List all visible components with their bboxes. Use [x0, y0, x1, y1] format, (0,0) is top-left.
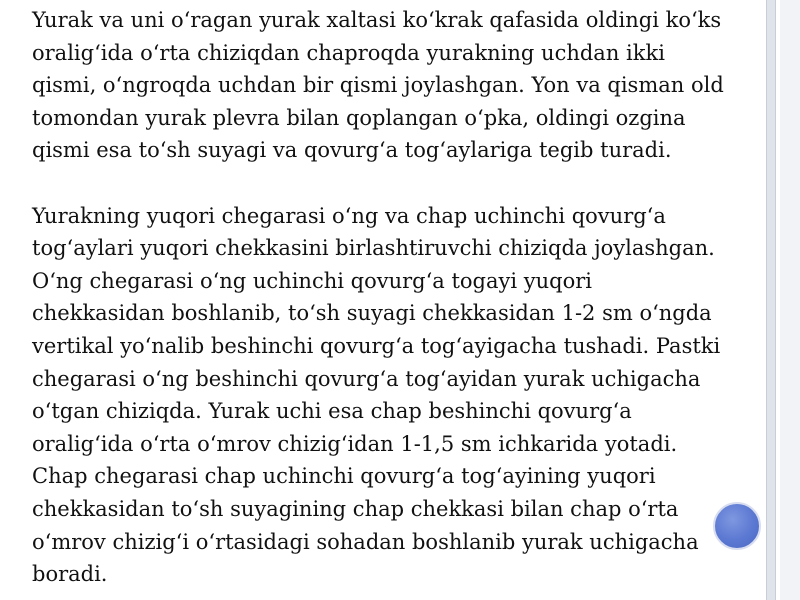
text-line: tog‘aylari yuqori chekkasini birlashtiruvchi chiziqda joylashgan. [32, 236, 715, 261]
paragraph-heart-borders [32, 200, 767, 591]
text-line: oralig‘ida o‘rta o‘mrov chizig‘idan 1-1,5 sm ichkarida yotadi. [32, 431, 678, 456]
text-line: chegarasi o‘ng beshinchi qovurg‘a tog‘ayidan yurak uchigacha [32, 366, 701, 391]
text-line: o‘tgan chiziqda. Yurak uchi esa chap beshinchi qovurg‘a [32, 399, 632, 424]
decorative-circle-icon [713, 502, 761, 550]
text-line: boradi. [32, 562, 108, 587]
text-line: Yurak va uni o‘ragan yurak xaltasi ko‘krak qafasida oldingi ko‘ks [32, 8, 722, 32]
text-line: O‘ng chegarasi o‘ng uchinchi qovurg‘a togayi yuqori [32, 268, 592, 293]
slide-right-margin [780, 0, 800, 600]
paragraph-gap [32, 167, 767, 200]
slide-body-text [32, 4, 767, 591]
text-line: vertikal yo‘nalib beshinchi qovurg‘a tog‘ayigacha tushadi. Pastki [32, 333, 721, 358]
text-line: o‘mrov chizig‘i o‘rtasidagi sohadan boshlanib yurak uchigacha [32, 529, 699, 554]
text-line: qismi, o‘ngroqda uchdan bir qismi joylashgan. Yon va qisman old [32, 73, 724, 98]
text-line: chekkasidan to‘sh suyagining chap chekkasi bilan chap o‘rta [32, 496, 679, 521]
text-line: qismi esa to‘sh suyagi va qovurg‘a tog‘aylariga tegib turadi. [32, 138, 672, 163]
text-line: Chap chegarasi chap uchinchi qovurg‘a tog‘ayining yuqori [32, 464, 656, 489]
text-line: Yurakning yuqori chegarasi o‘ng va chap uchinchi qovurg‘a [32, 203, 666, 228]
text-line: tomondan yurak plevra bilan qoplangan o‘pka, oldingi ozgina [32, 105, 686, 130]
text-line: chekkasidan boshlanib, to‘sh suyagi chekkasidan 1-2 sm o‘ngda [32, 301, 712, 326]
slide-right-border [766, 0, 776, 600]
text-line: oralig‘ida o‘rta chiziqdan chaproqda yurakning uchdan ikki [32, 40, 665, 65]
paragraph-heart-position [32, 4, 767, 167]
